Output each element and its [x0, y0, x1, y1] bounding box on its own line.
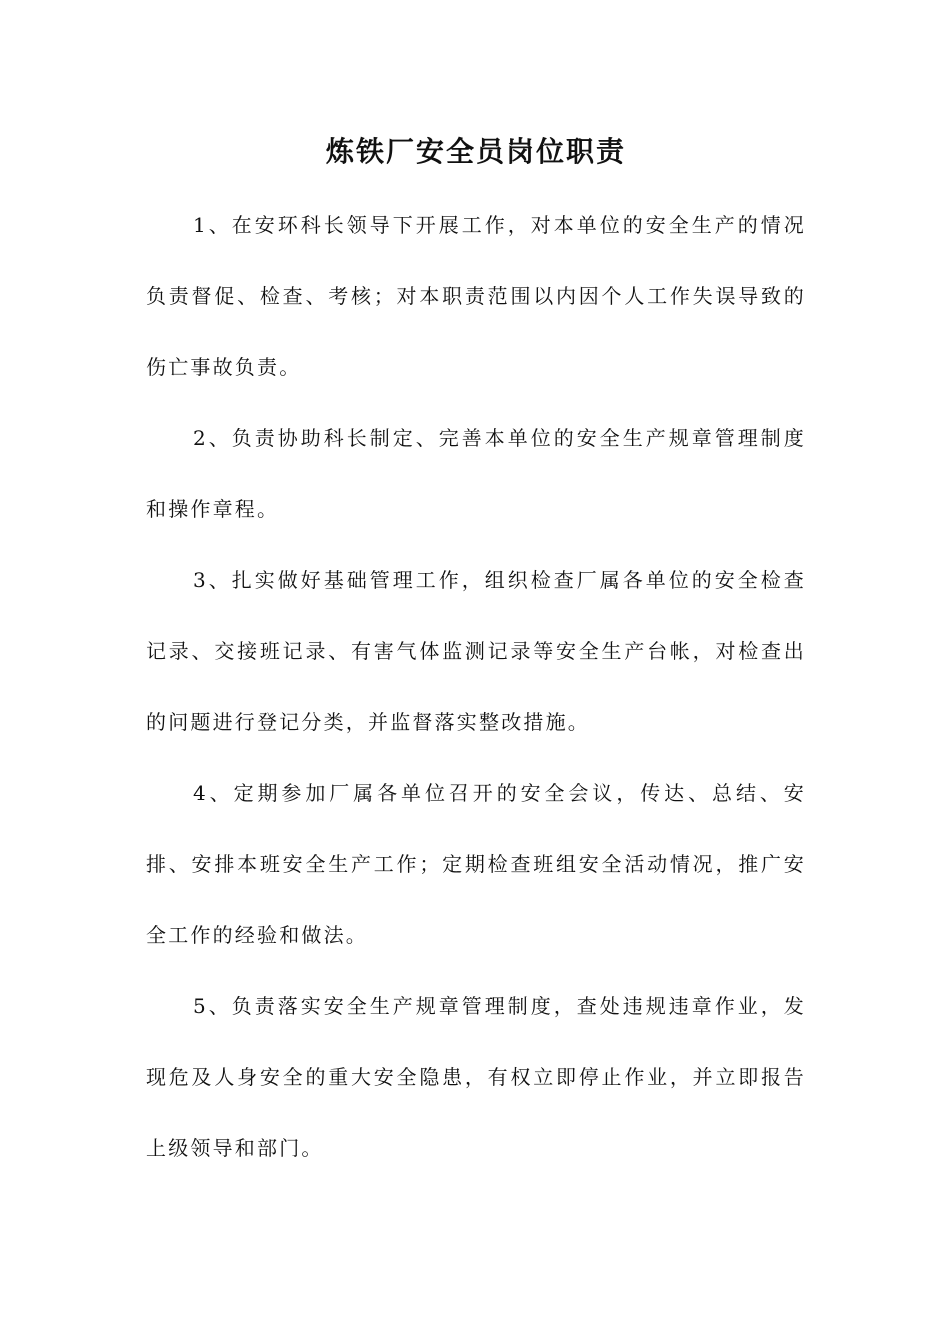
document-page [146, 128, 806, 1184]
document-title: 炼铁厂安全员岗位职责 [325, 135, 626, 168]
clause-1: 1、在安环科长领导下开展工作，对本单位的安全生产的情况负责督促、检查、考核；对本职责范围以内因个人工作失误导致的伤亡事故负责。 [146, 213, 806, 379]
clause-3: 3、扎实做好基础管理工作，组织检查厂属各单位的安全检查记录、交接班记录、有害气体监测记录等安全生产台帐，对检查出的问题进行登记分类，并监督落实整改措施。 [146, 568, 806, 734]
clause-5: 5、负责落实安全生产规章管理制度，查处违规违章作业，发现危及人身安全的重大安全隐患，有权立即停止作业，并立即报告上级领导和部门。 [146, 994, 806, 1160]
clause-4: 4、定期参加厂属各单位召开的安全会议，传达、总结、安排、安排本班安全生产工作；定期检查班组安全活动情况，推广安全工作的经验和做法。 [146, 781, 806, 947]
clause-2: 2、负责协助科长制定、完善本单位的安全生产规章管理制度和操作章程。 [146, 426, 806, 521]
